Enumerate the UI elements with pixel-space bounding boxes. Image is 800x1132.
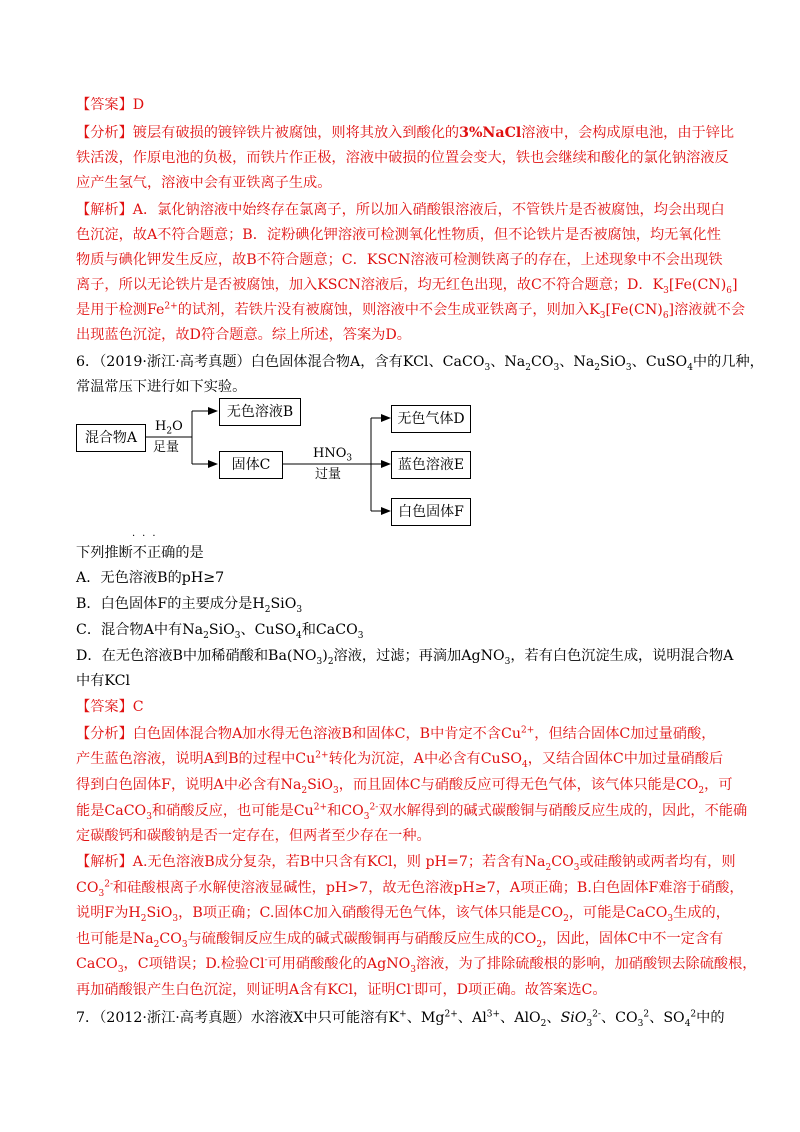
q6-explain-line-1: 【解析】A.无色溶液B成分复杂，若B中只含有KCl，则 pH=7；若含有$Na_2CO_3$或硅酸钠或两者均有，则	[76, 854, 736, 873]
q5-explain-line-3: 物质与碘化钾发生反应，故B不符合题意；C．KSCN溶液可检测铁离子的存在，上述现象中不会出现铁	[76, 252, 723, 268]
q6-stem-line-2: 常温常压下进行如下实验。	[76, 379, 247, 395]
solution-e-box: 蓝色溶液E	[391, 451, 471, 479]
q6-analysis-line-4: 能是CaCO$_3$和硝酸反应，也可能是$Cu^{2+}$和$CO_3^{2-}$双水解得到的碱式碳酸铜与硝酸反应生成的，因此，不能确	[76, 802, 748, 822]
q6-option-c: C．混合物A中有$Na_2SiO_3$、CuSO$_4$和CaCO$_3$	[76, 622, 364, 641]
q5-analysis-line-3: 应产生氢气，溶液中会有亚铁离子生成。	[76, 175, 332, 191]
q6-question: 下列推断不正确的是	[76, 545, 204, 561]
q6-option-b: B．白色固体F的主要成分是$H_2SiO_3$	[76, 596, 303, 615]
water-note: 足量	[153, 440, 180, 455]
q6-option-a: A．无色溶液B的pH≥7	[76, 570, 225, 586]
q6-analysis-line-3: 得到白色固体F，说明A中必含有$Na_2SiO_3$，而且固体C与硝酸反应可得无色气体，该气体只能是$CO_2$，可	[76, 777, 733, 796]
q6-explain-line-5: CaCO$_3$，C项错误；D.检验Cl-可用硝酸酸化的AgNO$_3$溶液，为了排除硫酸根的影响，加硝酸钡去除硫酸根，	[76, 955, 757, 975]
q7-stem: 7．（2012·浙江·高考真题）水溶液X中只可能溶有K+、$Mg^{2+}$、$Al^{3+}$、AlO$_2$、SiO$_3^{2-}$、$CO_3^2$、$SO_4^2$中的	[76, 1009, 725, 1029]
water-label: $H_2O$	[155, 419, 183, 437]
gas-d-box: 无色气体D	[391, 405, 471, 433]
q5-analysis-line-1: 【分析】镀层有破损的镀锌铁片被腐蚀，则将其放入到酸化的3%NaCl溶液中，会构成原电池，由于锌比	[76, 125, 735, 141]
q6-analysis-line-2: 产生蓝色溶液，说明A到B的过程中$Cu^{2+}$转化为沉淀，A中必含有CuSO$_4$，又结合固体C中加过量硝酸后	[76, 750, 724, 770]
q6-stem-line-1: 6．（2019·浙江·高考真题）白色固体混合物A，含有KCl、CaCO$_3$、$Na_2CO_3$、$Na_2SiO_3$、CuSO$_4$中的几种，	[76, 354, 764, 373]
acid-label: $HNO_3$	[313, 446, 353, 464]
q5-explain-line-4: 离子，所以无论铁片是否被腐蚀，加入KSCN溶液后，均无红色出现，故C不符合题意；D．$K_3[Fe(CN)_6]$	[76, 277, 738, 296]
q5-analysis-line-2: 铁活泼，作原电池的负极，而铁片作正极，溶液中破损的位置会变大，铁也会继续和酸化的氯化钠溶液反	[76, 150, 729, 166]
q6-analysis-line-1: 【分析】白色固体混合物A加水得无色溶液B和固体C，B中肯定不含$Cu^{2+}$，但结合固体C加过量硝酸，	[76, 725, 716, 742]
emphasis-dots: ···	[132, 531, 163, 542]
q6-explain-line-3: 说明F为$H_2SiO_3$，B项正确；C.固体C加入硝酸得无色气体，该气体只能是$CO_2$，可能是CaCO$_3$生成的，	[76, 905, 730, 924]
q6-answer: 【答案】C	[76, 699, 144, 715]
q5-answer: 【答案】D	[76, 97, 145, 113]
solid-c-box: 固体C	[219, 451, 283, 479]
q5-explain-line-5: 是用于检测$Fe^{2+}$的试剂，若铁片没有被腐蚀，则溶液中不会生成亚铁离子，则加入$K_3[Fe(CN)_6]$溶液就不会	[76, 301, 746, 321]
q6-option-d-line-1: D．在无色溶液B中加稀硝酸和$Ba(NO_3)_2$溶液，过滤；再滴加AgNO$_3$，若有白色沉淀生成，说明混合物A	[76, 648, 734, 667]
q5-explain-line-6: 出现蓝色沉淀，故D符合题意。综上所述，答案为D。	[76, 327, 411, 343]
solid-f-box: 白色固体F	[391, 498, 471, 526]
q6-option-d-line-2: 中有KCl	[76, 673, 130, 689]
mixture-a-box: 混合物A	[76, 424, 146, 452]
q5-explain-line-2: 色沉淀，故A不符合题意；B．淀粉碘化钾溶液可检测氧化性物质，但不论铁片是否被腐蚀，均无氧化性	[76, 227, 721, 243]
q6-analysis-line-5: 定碳酸钙和碳酸钠是否一定存在，但两者至少存在一种。	[76, 828, 431, 844]
q6-explain-line-4: 也可能是$Na_2CO_3$与硫酸铜反应生成的碱式碳酸铜再与硝酸反应生成的$CO_2$，因此，固体C中不一定含有	[76, 931, 724, 950]
q6-explain-line-6: 再加硝酸银产生白色沉淀，则证明A含有KCl，证明Cl-即可，D项正确。故答案选C。	[76, 981, 607, 998]
acid-note: 过量	[315, 467, 342, 482]
q5-explain-line-1: 【解析】A．氯化钠溶液中始终存在氯离子，所以加入硝酸银溶液后，不管铁片是否被腐蚀，均会出现白	[76, 202, 725, 218]
q6-explain-line-2: $CO_3^{2-}$和硅酸根离子水解使溶液显碱性，pH>7，故无色溶液pH≥7，A项正确；B.白色固体F难溶于硝酸，	[76, 879, 744, 899]
solution-b-box: 无色溶液B	[219, 398, 301, 426]
